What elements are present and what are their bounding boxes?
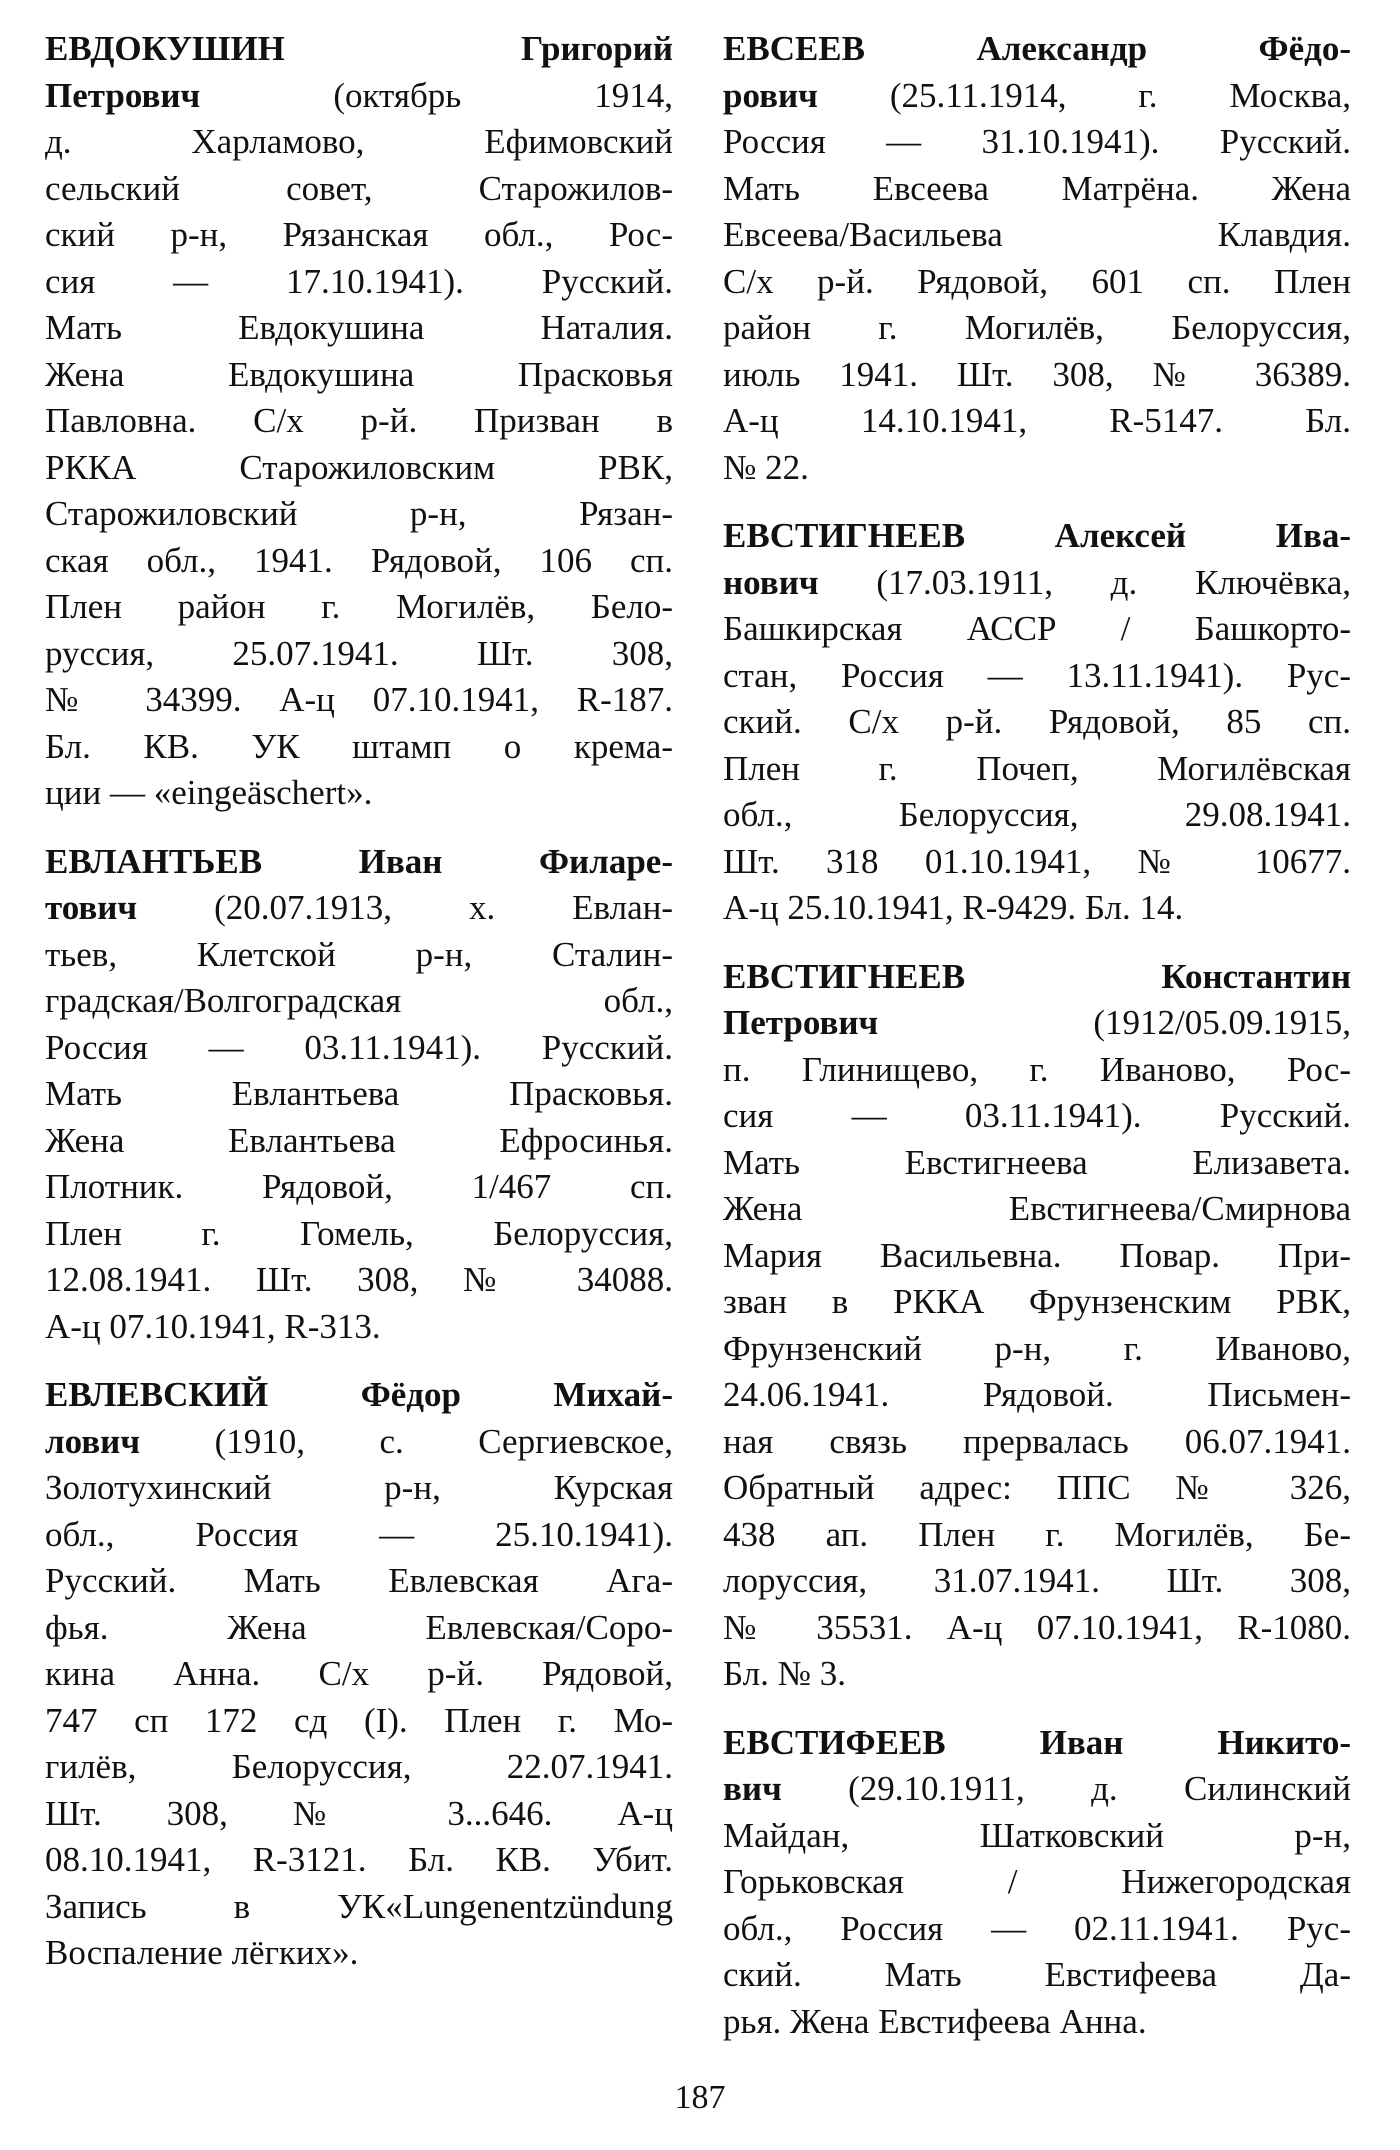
person-name: нович	[723, 562, 819, 602]
entry-line	[45, 26, 673, 73]
entry-line: июль 1941. Шт. 308, № 36389.	[723, 354, 1351, 394]
entry-line: нович (17.03.1911, д. Ключёвка,	[723, 562, 1351, 602]
person-name: ЕВСТИГНЕЕВ Константин	[723, 956, 1351, 996]
entry-line: Русский. Мать Евлевская Ага-	[45, 1561, 673, 1600]
entry-line: ская обл., 1941. Рядовой, 106 сп.	[45, 540, 673, 580]
entry-line: Жена Евлантьева Ефросинья.	[45, 1120, 673, 1160]
entry-line: А-ц 07.10.1941, R-313.	[45, 1306, 381, 1346]
page-number: 187	[674, 2079, 726, 2116]
entry-line: Обратный адрес: ППС № 326,	[723, 1468, 1351, 1507]
right-column	[723, 26, 1351, 2067]
entry-line: Жена Евдокушина Прасковья	[45, 354, 673, 394]
entry-line: Майдан, Шатковский р-н,	[723, 1815, 1351, 1855]
entry-line: градская/Волгоградская обл.,	[45, 981, 673, 1020]
entry-line: ский. Мать Евстифеева Да-	[723, 1955, 1351, 1994]
entry-line: Петрович (октябрь 1914,	[45, 75, 673, 115]
entry-line: лоруссия, 31.07.1941. Шт. 308,	[723, 1561, 1351, 1600]
entry	[723, 26, 1351, 491]
entry-line: Мария Васильевна. Повар. При-	[723, 1235, 1351, 1275]
entry-line: Фрунзенский р-н, г. Иваново,	[723, 1328, 1351, 1368]
entry-line: Евсеева/Васильева Клавдия.	[723, 215, 1351, 254]
entry-line: Шт. 318 01.10.1941, № 10677.	[723, 841, 1351, 881]
entry-line: район г. Могилёв, Белоруссия,	[723, 308, 1351, 347]
entry-line	[45, 1372, 673, 1419]
entry-line: 438 ап. Плен г. Могилёв, Бе-	[723, 1514, 1351, 1554]
book-page-body	[45, 26, 1351, 2067]
entry-line	[45, 839, 673, 886]
entry-line: обл., Белоруссия, 29.08.1941.	[723, 795, 1351, 834]
entry	[45, 839, 673, 1351]
entry	[723, 1720, 1351, 2046]
entry-line: ная связь прервалась 06.07.1941.	[723, 1421, 1351, 1461]
person-name: ЕВЛЕВСКИЙ Фёдор Михай-	[45, 1375, 673, 1414]
entry-line: тьев, Клетской р-н, Сталин-	[45, 934, 673, 974]
entry-line: ский. С/х р-й. Рядовой, 85 сп.	[723, 702, 1351, 741]
person-name: тович	[45, 888, 138, 927]
entry-line: 12.08.1941. Шт. 308, № 34088.	[45, 1260, 673, 1299]
entry-line: рович (25.11.1914, г. Москва,	[723, 75, 1351, 115]
entry-line: Плен г. Почеп, Могилёвская	[723, 748, 1351, 788]
entry-line	[723, 513, 1351, 560]
entry-line: кина Анна. С/х р-й. Рядовой,	[45, 1654, 673, 1693]
person-name: рович	[723, 75, 818, 115]
entry-line: Жена Евстигнеева/Смирнова	[723, 1189, 1351, 1228]
entry-line: А-ц 25.10.1941, R-9429. Бл. 14.	[723, 888, 1184, 927]
entry-line: Шт. 308, № 3...646. А-ц	[45, 1793, 673, 1833]
entry-line: п. Глинищево, г. Иваново, Рос-	[723, 1049, 1351, 1089]
entry-line: 24.06.1941. Рядовой. Письмен-	[723, 1375, 1351, 1414]
person-name: лович	[45, 1421, 141, 1461]
entry-line: № 34399. А-ц 07.10.1941, R-187.	[45, 680, 673, 719]
entry-line: сельский совет, Старожилов-	[45, 168, 673, 208]
entry-line	[723, 26, 1351, 73]
entry-line: Мать Евсеева Матрёна. Жена	[723, 168, 1351, 208]
person-name: ЕВСТИГНЕЕВ Алексей Ива-	[723, 516, 1351, 555]
entry-line: обл., Россия — 25.10.1941).	[45, 1514, 673, 1554]
entry-line: руссия, 25.07.1941. Шт. 308,	[45, 633, 673, 673]
entry-line: Плотник. Рядовой, 1/467 сп.	[45, 1167, 673, 1206]
entry-line: Петрович (1912/05.09.1915,	[723, 1003, 1351, 1042]
entry	[45, 26, 673, 817]
person-name: Петрович	[45, 75, 201, 115]
entry-line: Мать Евлантьева Прасковья.	[45, 1074, 673, 1113]
entry-line: А-ц 14.10.1941, R-5147. Бл.	[723, 401, 1351, 440]
entry-line: Воспаление лёгких».	[45, 1933, 359, 1972]
entry-line	[723, 1720, 1351, 1767]
person-name: Петрович	[723, 1003, 879, 1042]
entry-line: С/х р-й. Рядовой, 601 сп. Плен	[723, 261, 1351, 301]
entry-line: Башкирская АССР / Башкорто-	[723, 609, 1351, 648]
entry-line: Россия — 03.11.1941). Русский.	[45, 1027, 673, 1067]
entry-line: № 35531. А-ц 07.10.1941, R-1080.	[723, 1607, 1351, 1647]
person-name: ЕВСЕЕВ Александр Фёдо-	[723, 29, 1351, 68]
entry-line: Россия — 31.10.1941). Русский.	[723, 122, 1351, 161]
entry-line: сия — 03.11.1941). Русский.	[723, 1096, 1351, 1135]
entry-line: д. Харламово, Ефимовский	[45, 122, 673, 161]
entry-line: Мать Евстигнеева Елизавета.	[723, 1142, 1351, 1182]
entry-line: рья. Жена Евстифеева Анна.	[723, 2001, 1147, 2041]
entry-line: 747 сп 172 сд (I). Плен г. Мо-	[45, 1700, 673, 1740]
entry-line: Золотухинский р-н, Курская	[45, 1468, 673, 1507]
entry-line: ский р-н, Рязанская обл., Рос-	[45, 215, 673, 254]
entry-line: зван в РККА Фрунзенским РВК,	[723, 1282, 1351, 1321]
entry-line: Старожиловский р-н, Рязан-	[45, 494, 673, 533]
entry	[45, 1372, 673, 1977]
person-name: ЕВДОКУШИН Григорий	[45, 29, 673, 68]
entry-line: тович (20.07.1913, х. Евлан-	[45, 888, 673, 927]
entry-line: Мать Евдокушина Наталия.	[45, 308, 673, 347]
entry-line: 08.10.1941, R-3121. Бл. КВ. Убит.	[45, 1840, 673, 1879]
entry-line: вич (29.10.1911, д. Силинский	[723, 1769, 1351, 1808]
entry-line: Горьковская / Нижегородская	[723, 1862, 1351, 1901]
entry-line: лович (1910, с. Сергиевское,	[45, 1421, 673, 1461]
entry-line: сия — 17.10.1941). Русский.	[45, 261, 673, 301]
entry-line: Запись в УК«Lungenentzündung	[45, 1886, 673, 1926]
entry-line: Бл. КВ. УК штамп о крема-	[45, 726, 673, 766]
person-name: ЕВЛАНТЬЕВ Иван Филаре-	[45, 841, 673, 881]
entry-line: стан, Россия — 13.11.1941). Рус-	[723, 655, 1351, 695]
entry-line: № 22.	[723, 447, 809, 487]
entry	[723, 954, 1351, 1698]
entry-line: обл., Россия — 02.11.1941. Рус-	[723, 1908, 1351, 1948]
entry-line: Павловна. С/х р-й. Призван в	[45, 401, 673, 440]
entry-line: фья. Жена Евлевская/Соро-	[45, 1607, 673, 1647]
entry-line: ции — «eingeäschert».	[45, 773, 373, 812]
entry-line: РККА Старожиловским РВК,	[45, 447, 673, 487]
entry-line: Плен г. Гомель, Белоруссия,	[45, 1213, 673, 1253]
entry-line	[723, 954, 1351, 1001]
left-column	[45, 26, 673, 2067]
entry-line: гилёв, Белоруссия, 22.07.1941.	[45, 1747, 673, 1786]
entry-line: Плен район г. Могилёв, Бело-	[45, 587, 673, 626]
person-name: ЕВСТИФЕЕВ Иван Никито-	[723, 1722, 1351, 1762]
entry	[723, 513, 1351, 932]
entry-line: Бл. № 3.	[723, 1654, 846, 1693]
person-name: вич	[723, 1769, 782, 1808]
